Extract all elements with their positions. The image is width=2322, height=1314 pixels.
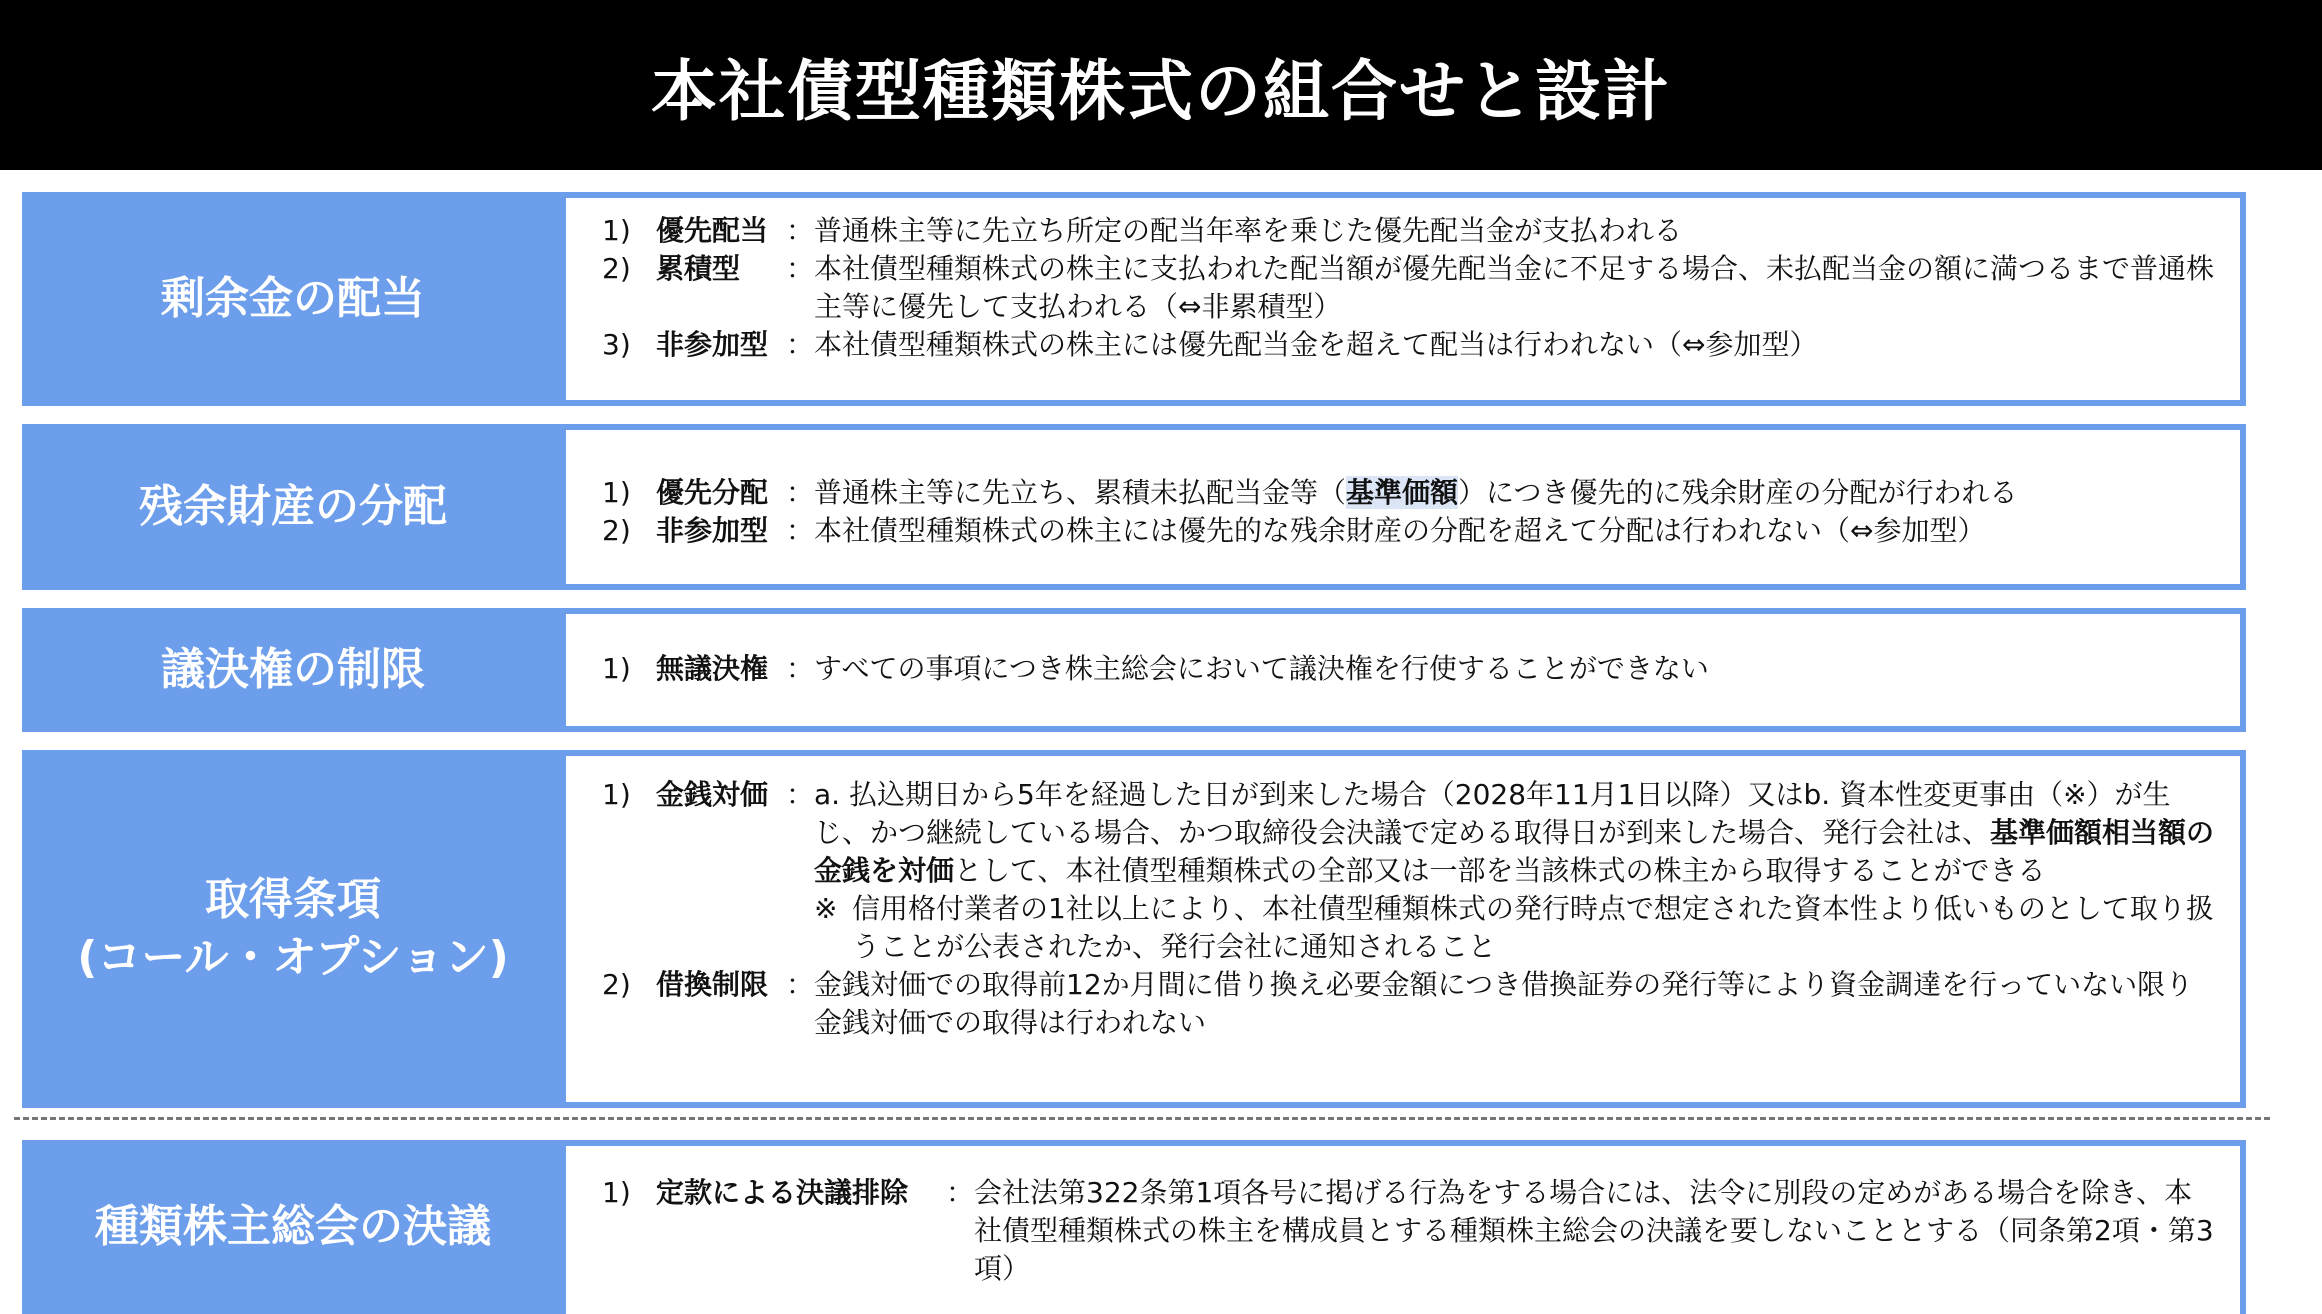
item-term: 無議決権	[656, 652, 769, 685]
list-item	[602, 966, 2216, 1042]
item-number: 1)	[602, 214, 631, 247]
dashed-divider	[14, 1117, 2270, 1120]
section-label: 種類株主総会の決議	[95, 1201, 491, 1252]
item-term: 累積型	[656, 252, 741, 285]
item-description: 本社債型種類株式の株主に支払われた配当額が優先配当金に不足する場合、未払配当金の額に満つるまで普通株主等に優先して支払われる（⇔非累積型）	[814, 252, 2215, 323]
item-description	[814, 474, 2216, 512]
section-label-line: 取得条項	[205, 874, 381, 925]
item-term: 優先分配	[656, 476, 769, 509]
item-term: 定款による決議排除	[656, 1176, 909, 1209]
item-colon: ：	[786, 328, 815, 361]
item-number: 2)	[602, 514, 631, 547]
description-text: ）につき優先的に残余財産の分配が行われる	[1458, 476, 2018, 509]
section-voting-rights	[22, 608, 2246, 732]
highlighted-term: 基準価額	[1346, 476, 1459, 509]
item-description: 会社法第322条第1項各号に掲げる行為をする場合には、法令に別段の定めがある場合を除き、本社債型種類株式の株主を構成員とする種類株主総会の決議を要しないこととする（同条第2項・第3項）	[974, 1176, 2214, 1285]
section-class-shareholders-meeting	[22, 1140, 2246, 1314]
item-colon: ：	[786, 968, 815, 1001]
section-content	[566, 198, 2240, 400]
section-content	[566, 430, 2240, 584]
item-description: 本社債型種類株式の株主には優先的な残余財産の分配を超えて分配は行われない（⇔参加型）	[814, 514, 1986, 547]
section-label	[22, 750, 564, 1108]
list-item	[602, 1174, 2216, 1288]
footnote	[814, 890, 2216, 966]
item-number: 1)	[602, 652, 631, 685]
item-colon: ：	[786, 214, 815, 247]
list-item	[602, 650, 2216, 688]
item-number: 3)	[602, 328, 631, 361]
section-residual-assets	[22, 424, 2246, 590]
description-text: a. 払込期日から5年を経過した日が到来した場合（2028年11月1日以降）又はb. 資本性変更事由（※）が生じ、かつ継続している場合、かつ取締役会決議で定める取得日が到来した場合、発行会社は、	[814, 778, 2171, 849]
section-label: 剰余金の配当	[161, 273, 425, 324]
item-description: 普通株主等に先立ち所定の配当年率を乗じた優先配当金が支払われる	[814, 214, 1683, 247]
list-item	[602, 212, 2216, 250]
list-item	[602, 512, 2216, 550]
section-dividend	[22, 192, 2246, 406]
item-term: 借換制限	[656, 968, 769, 1001]
list-item	[602, 776, 2216, 966]
section-content	[566, 614, 2240, 726]
list-item	[602, 250, 2216, 326]
list-item	[602, 474, 2216, 512]
section-label-line: (コール・オプション)	[77, 932, 509, 983]
item-term: 非参加型	[656, 328, 769, 361]
section-call-option	[22, 750, 2246, 1108]
page-title: 本社債型種類株式の組合せと設計	[0, 0, 2322, 170]
section-content	[566, 756, 2240, 1102]
footnote-text: 信用格付業者の1社以上により、本社債型種類株式の発行時点で想定された資本性より低いものとして取り扱うことが公表されたか、発行会社に通知されること	[852, 892, 2214, 963]
item-colon: ：	[946, 1176, 975, 1209]
description-text: 普通株主等に先立ち、累積未払配当金等（	[814, 476, 1347, 509]
item-number: 1)	[602, 476, 631, 509]
item-description: 金銭対価での取得前12か月間に借り換え必要金額につき借換証券の発行等により資金調達を行っていない限り金銭対価での取得は行われない	[814, 968, 2194, 1039]
item-term: 非参加型	[656, 514, 769, 547]
section-content	[566, 1146, 2240, 1314]
item-term: 金銭対価	[656, 778, 769, 811]
item-number: 1)	[602, 778, 631, 811]
item-term: 優先配当	[656, 214, 769, 247]
bold-phrase: 基準価額相当額の金銭を対価	[814, 816, 2215, 887]
item-number: 2)	[602, 252, 631, 285]
section-label: 議決権の制限	[161, 644, 425, 695]
item-colon: ：	[786, 514, 815, 547]
item-description: 本社債型種類株式の株主には優先配当金を超えて配当は行われない（⇔参加型）	[814, 328, 1818, 361]
item-number: 2)	[602, 968, 631, 1001]
description-text: として、本社債型種類株式の全部又は一部を当該株式の株主から取得することができる	[954, 854, 2046, 887]
item-number: 1)	[602, 1176, 631, 1209]
list-item	[602, 326, 2216, 364]
item-colon: ：	[786, 252, 815, 285]
item-colon: ：	[786, 652, 815, 685]
item-colon: ：	[786, 476, 815, 509]
item-description: すべての事項につき株主総会において議決権を行使することができない	[814, 652, 1709, 685]
item-colon: ：	[786, 778, 815, 811]
footnote-mark: ※	[814, 892, 838, 925]
item-description	[814, 776, 2216, 966]
section-label: 残余財産の分配	[139, 481, 447, 532]
